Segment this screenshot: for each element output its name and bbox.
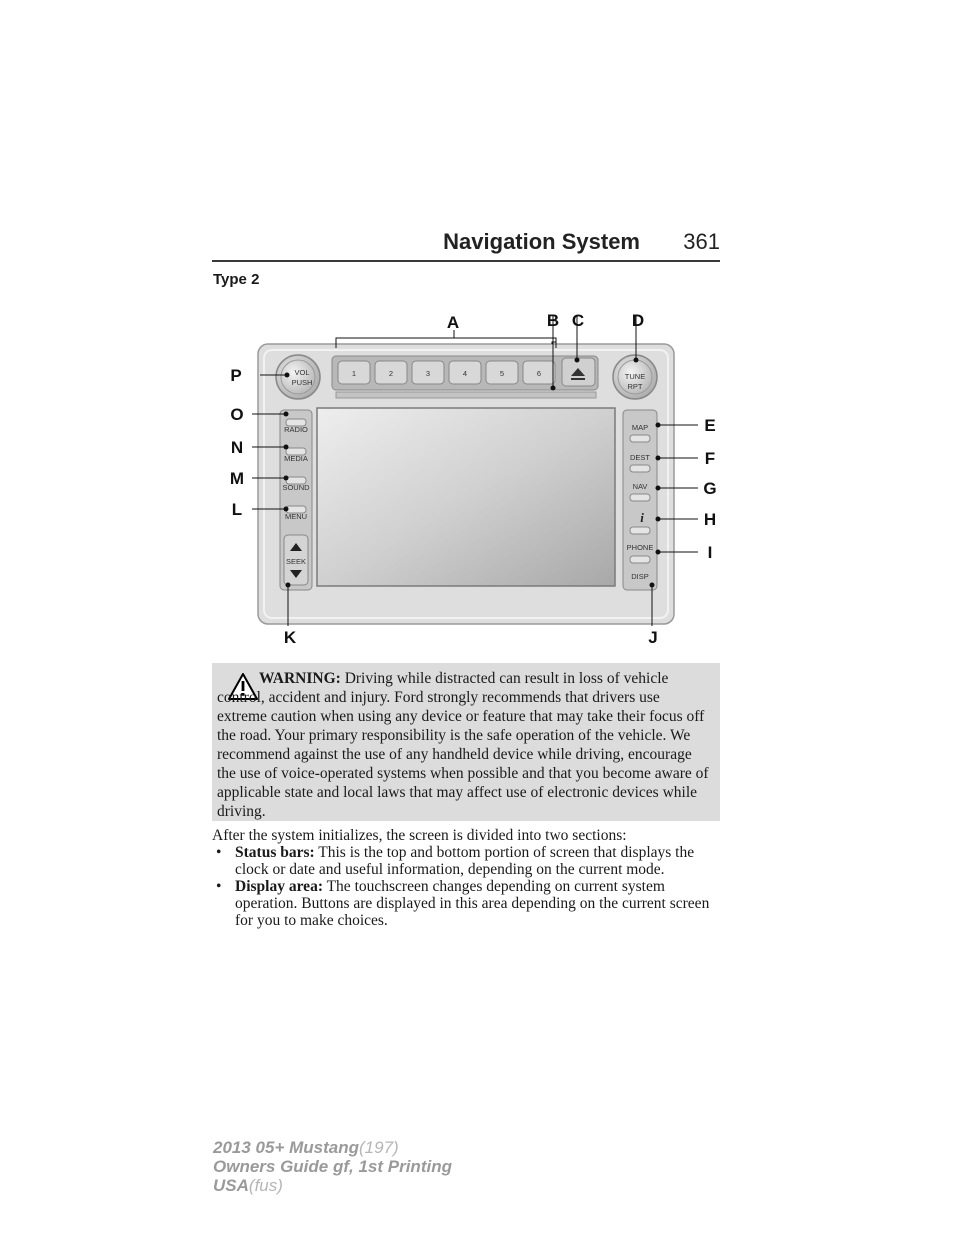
phone-button-label: PHONE	[626, 543, 654, 552]
media-button-label: MEDIA	[284, 454, 308, 463]
callout-n: N	[230, 438, 244, 457]
dest-button-label: DEST	[629, 453, 651, 462]
callout-h: H	[703, 510, 717, 529]
footer-market: USA	[213, 1176, 249, 1195]
callout-l: L	[231, 500, 243, 519]
callout-m: M	[229, 469, 245, 488]
callout-o: O	[230, 405, 244, 424]
footer-market-code: (fus)	[248, 1176, 283, 1195]
navigation-unit-diagram	[212, 308, 720, 652]
page-number: 361	[683, 229, 720, 254]
preset-label-4: 4	[462, 369, 468, 378]
preset-label-5: 5	[499, 369, 505, 378]
seek-button-label: SEEK	[285, 557, 307, 566]
tune-knob-label-2: RPT	[627, 382, 643, 391]
bullet-mark: •	[216, 878, 222, 895]
warning-body: Driving while distracted can result in loss of vehicle control, accident and injury. Ford strongly recommends that drivers use extreme caution when using any device or feature that may take their focus off the road. Your primary responsibility is the safe operation of the vehicle. We recommend against the use of any handheld device while driving, encourage the use of voice-operated systems when possible and that you become aware of applicable state and local laws that may affect use of electronic devices while driving.	[217, 670, 709, 820]
callout-c: C	[571, 311, 585, 330]
callout-g: G	[703, 479, 717, 498]
bullet-term: Status bars:	[235, 844, 315, 861]
touchscreen	[317, 408, 615, 586]
callout-k: K	[283, 628, 297, 647]
callout-j: J	[648, 628, 658, 647]
footer-guide: Owners Guide gf, 1st Printing	[213, 1157, 452, 1176]
footer-model: 2013 05+ Mustang	[213, 1138, 359, 1157]
info-icon: i	[640, 510, 644, 525]
callout-d: D	[631, 311, 645, 330]
warning-text	[217, 669, 713, 821]
bullet-term: Display area:	[235, 878, 323, 895]
map-button-label: MAP	[631, 423, 649, 432]
volume-knob-label-2: PUSH	[291, 378, 313, 387]
preset-label-1: 1	[351, 369, 357, 378]
bullet-mark: •	[216, 844, 222, 861]
preset-label-6: 6	[536, 369, 542, 378]
menu-button-label: MENU	[284, 512, 308, 521]
callout-e: E	[704, 416, 716, 435]
callout-i: I	[707, 543, 713, 562]
radio-button-label: RADIO	[284, 425, 308, 434]
list-item	[212, 844, 722, 878]
page-header	[212, 224, 720, 262]
page-title: Navigation System	[443, 229, 640, 254]
callout-f: F	[704, 449, 716, 468]
warning-label: WARNING:	[259, 670, 341, 687]
page-footer	[213, 1138, 452, 1195]
preset-label-3: 3	[425, 369, 431, 378]
callout-p: P	[230, 366, 242, 385]
preset-label-2: 2	[388, 369, 394, 378]
volume-knob-label-1: VOL	[294, 368, 310, 377]
bullet-list	[212, 844, 722, 929]
list-item	[212, 878, 722, 929]
bullet-text: The touchscreen changes depending on current system operation. Buttons are displayed in this area depending on the current screen for you to make choices.	[235, 878, 710, 929]
tune-knob-label-1: TUNE	[624, 372, 646, 381]
callout-a: A	[446, 313, 460, 332]
bullet-text: This is the top and bottom portion of screen that displays the clock or date and useful information, depending on the current mode.	[235, 844, 695, 878]
warning-box	[212, 663, 720, 821]
disp-button-label: DISP	[631, 572, 649, 581]
nav-button-label: NAV	[632, 482, 648, 491]
footer-code: (197)	[359, 1138, 399, 1157]
section-label: Type 2	[213, 271, 260, 288]
intro-paragraph: After the system initializes, the screen is divided into two sections:	[212, 827, 627, 844]
sound-button-label: SOUND	[282, 483, 310, 492]
volume-knob	[276, 355, 320, 399]
callout-b: B	[546, 311, 560, 330]
